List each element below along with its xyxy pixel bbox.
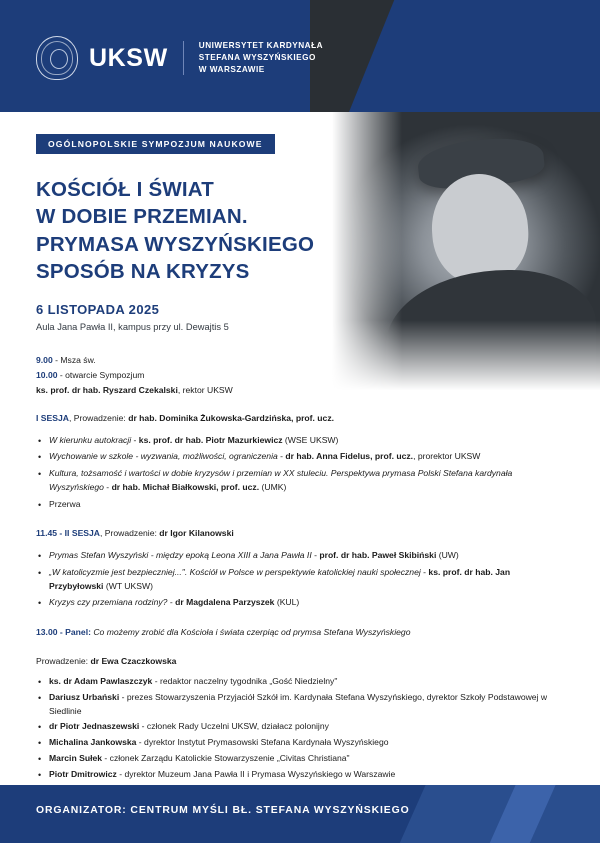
- opening-ceremony-text: - otwarcie Sympozjum: [57, 369, 145, 380]
- programme-opening-speaker: [36, 384, 564, 398]
- session-2-chair: dr Igor Kilanowski: [159, 528, 234, 539]
- session-2-item-2-affil: (KUL): [274, 597, 300, 608]
- panel-item-1-rest: - prezes Stowarzyszenia Przyjaciół Szkół im. Kardynała Stefana Wyszyńskiego, dyrektor Szkoły Podstawowej w Siedlinie: [49, 691, 548, 716]
- event-date: 6 LISTOPADA 2025: [36, 301, 160, 317]
- session-1-item-3-title: Przerwa: [49, 498, 81, 509]
- session-1-item-1-speaker: dr hab. Anna Fidelus, prof. ucz.: [285, 451, 414, 462]
- programme: [36, 354, 564, 781]
- session-2-label: - II SESJA: [57, 528, 101, 539]
- university-name-line-3: W WARSZAWIE: [198, 64, 265, 74]
- uksw-acronym: UKSW: [89, 43, 168, 72]
- panel-heading: [36, 626, 564, 640]
- title-line-1: KOŚCIÓŁ I ŚWIAT: [36, 178, 215, 201]
- list-item: [36, 434, 564, 448]
- panel-item-4-rest: - członek Zarządu Katolickie Stowarzyszenie „Civitas Christiana": [102, 752, 350, 763]
- session-1-chair: dr hab. Dominika Żukowska-Gardzińska, prof. ucz.: [128, 412, 335, 423]
- session-2-item-1-speaker: ks. prof. dr hab. Jan Przybyłowski: [49, 566, 511, 591]
- logo-divider: [183, 41, 184, 75]
- session-1-item-0-title: W kierunku autokracji: [49, 434, 132, 445]
- session-2-chair-prefix: , Prowadzenie:: [100, 528, 160, 539]
- panel-chair-line: [36, 655, 564, 669]
- list-item: [36, 498, 564, 512]
- session-2-item-2-title: Kryzys czy przemiana rodziny?: [49, 597, 168, 608]
- event-venue: Aula Jana Pawła II, kampus przy ul. Dewajtis 5: [36, 321, 229, 332]
- panel-item-3-speaker: Michalina Jankowska: [49, 737, 137, 748]
- session-2-time: 11.45: [36, 528, 58, 539]
- university-crest-icon: [36, 36, 78, 80]
- session-1-label: I SESJA: [36, 412, 69, 423]
- list-item: [36, 549, 564, 563]
- panel-time: 13.00: [36, 627, 58, 638]
- panel-item-1-speaker: Dariusz Urbański: [49, 691, 120, 702]
- list-item: [36, 450, 564, 464]
- panel-item-5-speaker: Piotr Dmitrowicz: [49, 768, 117, 779]
- session-2-heading: [36, 527, 564, 541]
- opening-mass-text: - Msza św.: [52, 354, 96, 365]
- opening-ceremony-time: 10.00: [36, 369, 58, 380]
- session-1-item-0-speaker: ks. prof. dr hab. Piotr Mazurkiewicz: [138, 434, 283, 445]
- poster-header: [0, 0, 600, 112]
- panel-chair-prefix: Prowadzenie:: [36, 656, 91, 667]
- list-item: [36, 720, 564, 734]
- organizer-label: ORGANIZATOR: CENTRUM MYŚLI BŁ. STEFANA WYSZYŃSKIEGO: [36, 805, 410, 816]
- panel-item-0-speaker: ks. dr Adam Pawlaszczyk: [49, 676, 153, 687]
- panel-item-5-rest: - dyrektor Muzeum Jana Pawła II i Prymasa Wyszyńskiego w Warszawie: [116, 768, 396, 779]
- panel-item-3-rest: - dyrektor Instytut Prymasowski Stefana Kardynała Wyszyńskiego: [136, 737, 389, 748]
- list-item: [36, 691, 564, 719]
- session-2-item-2-sep: -: [167, 597, 176, 608]
- session-1-heading: [36, 412, 564, 426]
- session-1-item-1-affil: , prorektor UKSW: [413, 451, 481, 462]
- programme-opening-ceremony: [36, 369, 564, 383]
- session-1-item-2-speaker: dr hab. Michał Białkowski, prof. ucz.: [111, 481, 260, 492]
- session-1-item-0-affil: (WSE UKSW): [282, 434, 339, 445]
- event-type-badge: OGÓLNOPOLSKIE SYMPOZJUM NAUKOWE: [36, 134, 275, 154]
- session-1-chair-prefix: , Prowadzenie:: [68, 412, 129, 423]
- list-item: [36, 752, 564, 766]
- list-item: [36, 768, 564, 782]
- list-item: [36, 467, 564, 495]
- panel-item-2-speaker: dr Piotr Jednaszewski: [49, 721, 140, 732]
- session-1-item-1-title: Wychowanie w szkole - wyzwania, możliwości, ograniczenia: [49, 451, 278, 462]
- programme-opening-mass: [36, 354, 564, 368]
- panel-item-2-rest: - członek Rady Uczelni UKSW, działacz polonijny: [139, 721, 329, 732]
- session-2-items: [36, 549, 564, 610]
- panel-participants: [36, 675, 564, 781]
- page-title: [36, 176, 356, 286]
- opening-mass-time: 9.00: [36, 354, 53, 365]
- session-2-item-2-speaker: dr Magdalena Parzyszek: [175, 597, 275, 608]
- session-1-item-2-title: Kultura, tożsamość i wartości w dobie kryzysów i przemian w XX stuleciu. Perspektywa prymasa Polski Stefana kardynała Wyszyńskiego: [49, 468, 513, 492]
- session-1-item-0-sep: -: [131, 434, 139, 445]
- session-1-item-2-sep: -: [103, 481, 112, 492]
- opening-speaker-name: ks. prof. dr hab. Ryszard Czekalski: [36, 384, 178, 395]
- list-item: [36, 736, 564, 750]
- opening-speaker-role: , rektor UKSW: [177, 384, 233, 395]
- session-1-items: [36, 434, 564, 512]
- session-1-item-2-affil: (UMK): [259, 481, 287, 492]
- session-2-item-1-affil: (WT UKSW): [103, 580, 153, 591]
- session-2-item-0-speaker: prof. dr hab. Paweł Skibiński: [319, 550, 437, 561]
- session-2-item-1-title: „W katolicyzmie jest bezpieczniej...". Kościół w Polsce w perspektywie katolickiej nauki społecznej: [49, 566, 421, 577]
- poster-body: [0, 112, 600, 781]
- session-2-item-1-sep: -: [420, 566, 429, 577]
- poster-footer: [0, 785, 600, 843]
- uksw-logo: [36, 36, 323, 80]
- panel-label: - Panel:: [57, 627, 94, 638]
- session-2-item-0-title: Prymas Stefan Wyszyński - między epoką Leona XIII a Jana Pawła II: [49, 550, 312, 561]
- title-line-3: PRYMASA WYSZYŃSKIEGO: [36, 232, 315, 256]
- session-2-item-0-affil: (UW): [436, 550, 459, 561]
- list-item: [36, 596, 564, 610]
- panel-chair: dr Ewa Czaczkowska: [90, 656, 177, 667]
- title-line-2: W DOBIE PRZEMIAN.: [36, 205, 248, 229]
- panel-item-0-rest: - redaktor naczelny tygodnika „Gość Niedzielny": [152, 676, 338, 687]
- list-item: [36, 675, 564, 689]
- session-2-item-0-sep: -: [311, 550, 320, 561]
- panel-topic: Co możemy zrobić dla Kościoła i świata czerpiąc od prymsa Stefana Wyszyńskiego: [93, 627, 411, 638]
- list-item: [36, 566, 564, 594]
- university-name-line-1: UNIWERSYTET KARDYNAŁA: [198, 41, 323, 51]
- panel-item-4-speaker: Marcin Sułek: [49, 752, 103, 763]
- university-name-line-2: STEFANA WYSZYŃSKIEGO: [198, 53, 316, 63]
- title-line-4: SPOSÓB NA KRYZYS: [36, 260, 250, 284]
- session-1-item-1-sep: -: [277, 451, 286, 462]
- university-name: [199, 40, 323, 76]
